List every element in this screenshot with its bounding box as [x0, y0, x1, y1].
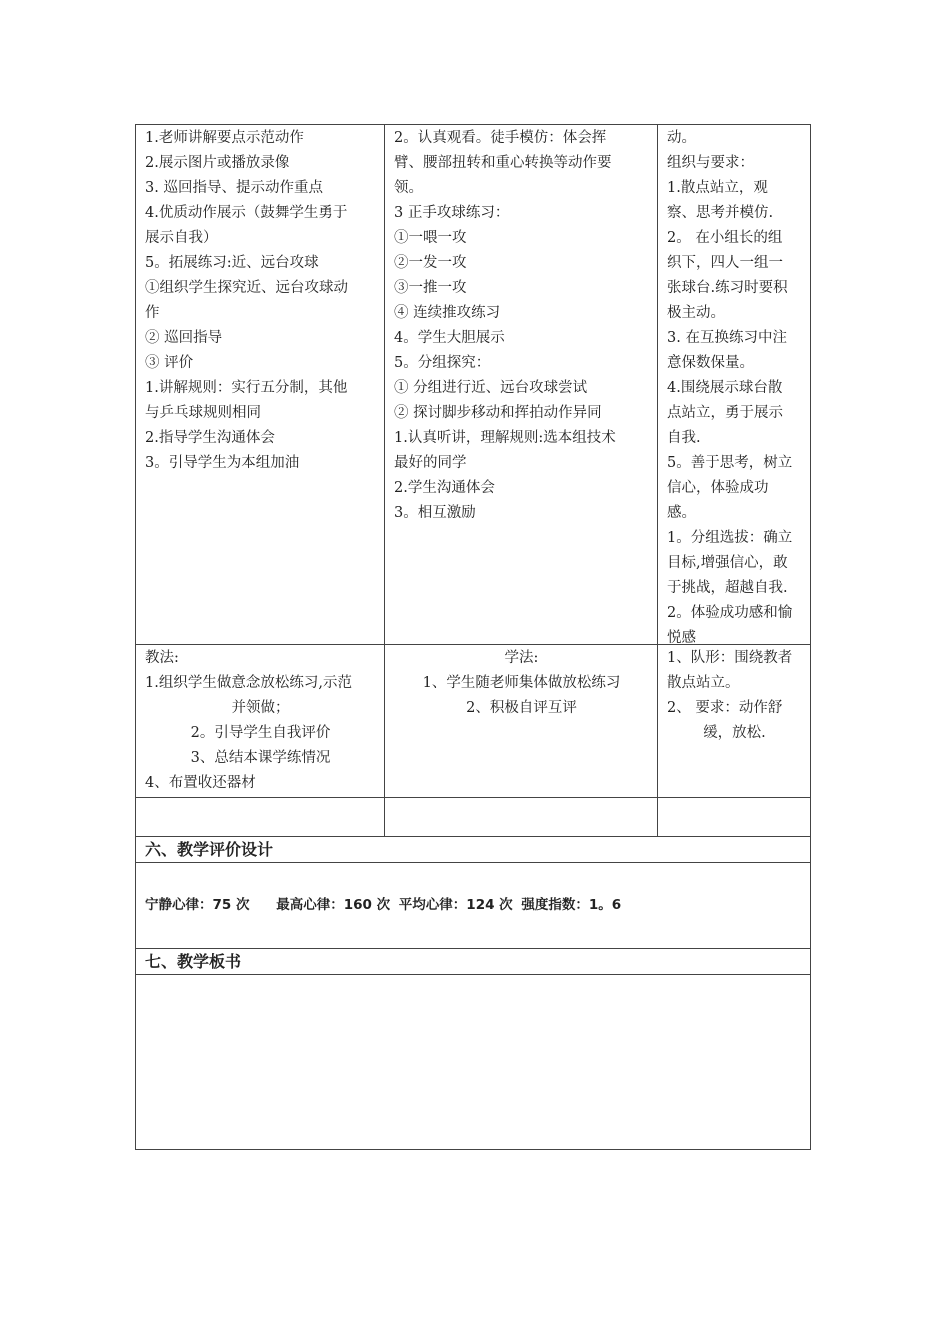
method-line: 1.组织学生做意念放松练习,示范 — [145, 675, 352, 691]
org-line: 目标,增强信心，敢 — [667, 555, 788, 571]
student-line: ③一推一攻 — [394, 280, 467, 296]
method-line: 并领做； — [231, 700, 290, 716]
org-line: 于挑战，超越自我. — [667, 580, 788, 596]
intensity-index: 强度指数：1。6 — [521, 897, 622, 913]
org-line: 极主动。 — [667, 305, 725, 321]
method-line: 3、总结本课学练情况 — [190, 750, 331, 766]
teacher-line: 1.老师讲解要点示范动作 — [145, 130, 304, 146]
org-line: 织下，四人一组一 — [667, 255, 783, 271]
learning-method-title: 学法: — [504, 650, 539, 666]
learning-line: 1、学生随老师集体做放松练习 — [422, 675, 621, 691]
student-line: ②一发一攻 — [394, 255, 467, 271]
org-line: 散点站立。 — [667, 675, 740, 691]
org-line: 5。善于思考，树立 — [667, 455, 793, 471]
learning-method-cell — [385, 645, 658, 797]
student-line: ① 分组进行近、远台攻球尝试 — [394, 380, 588, 396]
org-line: 2、 要求：动作舒 — [667, 700, 783, 716]
org-line: 悦感 — [667, 630, 696, 646]
student-line: ①一喂一攻 — [394, 230, 467, 246]
teacher-line: 3. 巡回指导、提示动作重点 — [145, 180, 323, 196]
student-line: 臂、腰部扭转和重心转换等动作要 — [394, 155, 612, 171]
practice-row — [135, 124, 811, 645]
method-line: 4、布置收还器材 — [145, 775, 256, 791]
empty-row — [135, 798, 811, 837]
empty-cell — [385, 798, 658, 836]
org-line: 2。体验成功感和愉 — [667, 605, 793, 621]
wrapup-organization-cell — [658, 645, 810, 797]
section-6-title: 六、教学评价设计 — [145, 840, 274, 859]
teacher-line: 作 — [145, 305, 160, 321]
lesson-plan-table — [135, 124, 811, 1150]
student-line: 领。 — [394, 180, 423, 196]
section-7-title: 七、教学板书 — [145, 952, 242, 971]
student-line: 4。学生大胆展示 — [394, 330, 505, 346]
org-line: 察、思考并模仿. — [667, 205, 774, 221]
student-line: 2。认真观看。徒手模仿：体会挥 — [394, 130, 607, 146]
resting-heart-rate: 宁静心律：75 次 — [145, 897, 250, 913]
org-line: 4.围绕展示球台散 — [667, 380, 783, 396]
org-line: 点站立，勇于展示 — [667, 405, 783, 421]
average-heart-rate: 平均心律：124 次 — [398, 897, 513, 913]
student-line: 5。分组探究： — [394, 355, 491, 371]
org-line: 缓，放松. — [703, 725, 766, 741]
student-line: 最好的同学 — [394, 455, 467, 471]
teacher-line: ①组织学生探究近、远台攻球动 — [145, 280, 348, 296]
student-line: 1.认真听讲，理解规则:选本组技术 — [394, 430, 616, 446]
max-heart-rate: 最高心律：160 次 — [276, 897, 391, 913]
section-6-header — [135, 837, 811, 863]
org-line: 1.散点站立，观 — [667, 180, 768, 196]
org-line: 动。 — [667, 130, 696, 146]
student-line: ④ 连续推攻练习 — [394, 305, 501, 321]
teacher-line: 3。引导学生为本组加油 — [145, 455, 300, 471]
teaching-method-title: 教法: — [145, 650, 179, 666]
empty-cell — [136, 798, 385, 836]
blackboard-area — [135, 975, 811, 1150]
heart-rate-stats — [136, 863, 634, 948]
teacher-line: 2.指导学生沟通体会 — [145, 430, 275, 446]
org-line: 自我. — [667, 430, 701, 446]
student-line: 3。相互激励 — [394, 505, 476, 521]
teacher-line: 与乒乓球规则相同 — [145, 405, 261, 421]
org-line: 感。 — [667, 505, 696, 521]
teacher-line: 4.优质动作展示（鼓舞学生勇于 — [145, 205, 348, 221]
teacher-activity-cell — [136, 125, 385, 644]
teacher-line: 2.展示图片或播放录像 — [145, 155, 290, 171]
org-line: 意保数保量。 — [667, 355, 754, 371]
teaching-method-cell — [136, 645, 385, 797]
wrapup-row — [135, 645, 811, 798]
learning-line: 2、积极自评互评 — [466, 700, 577, 716]
teacher-line: ③ 评价 — [145, 355, 194, 371]
teacher-line: 展示自我） — [145, 230, 218, 246]
section-7-header — [135, 949, 811, 975]
org-line: 1、队形：围绕教者 — [667, 650, 793, 666]
student-activity-cell — [385, 125, 658, 644]
teacher-line: ② 巡回指导 — [145, 330, 223, 346]
org-line: 张球台.练习时要积 — [667, 280, 788, 296]
teacher-line: 1.讲解规则：实行五分制，其他 — [145, 380, 348, 396]
org-line: 信心，体验成功 — [667, 480, 769, 496]
org-line: 1。分组选拔：确立 — [667, 530, 793, 546]
organization-cell — [658, 125, 810, 644]
org-line: 组织与要求： — [667, 155, 754, 171]
section-6-body — [135, 863, 811, 949]
empty-cell — [658, 798, 810, 836]
student-line: 3 正手攻球练习： — [394, 205, 510, 221]
org-line: 3. 在互换练习中注 — [667, 330, 787, 346]
student-line: ② 探讨脚步移动和挥拍动作异同 — [394, 405, 602, 421]
student-line: 2.学生沟通体会 — [394, 480, 495, 496]
org-line: 2。 在小组长的组 — [667, 230, 783, 246]
method-line: 2。引导学生自我评价 — [190, 725, 331, 741]
teacher-line: 5。拓展练习:近、远台攻球 — [145, 255, 319, 271]
